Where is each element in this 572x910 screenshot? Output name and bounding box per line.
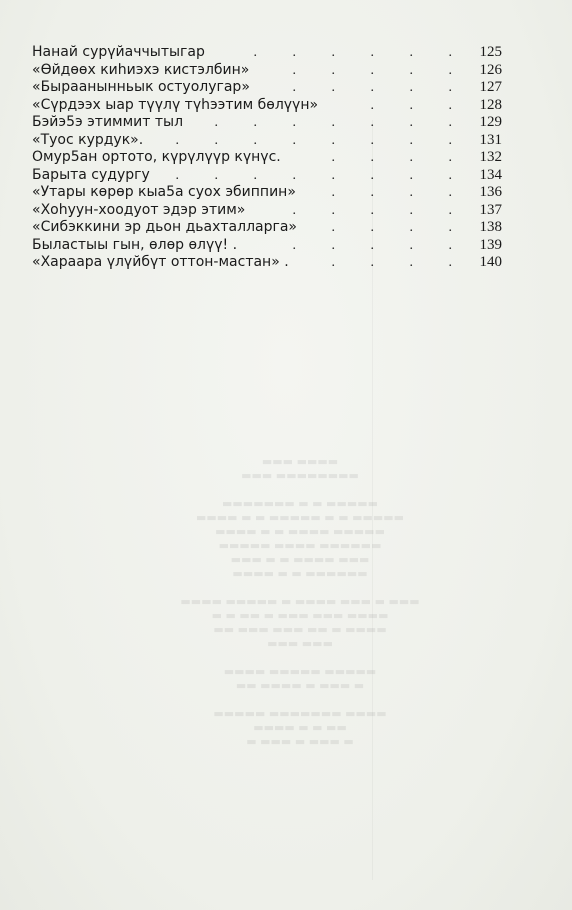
- toc-title: Омур5ан ортото, күрүлүүр күнүс.: [32, 149, 281, 165]
- toc-title: Нанай сурүйаччытыгар: [32, 44, 205, 60]
- leader-dots: . . . . . .: [253, 45, 468, 60]
- toc-title: «Хараара үлүйбүт оттон-мастан» .: [32, 254, 289, 270]
- toc-title: «Быраанынньык остуолугар»: [32, 79, 250, 95]
- leader-dots: . . . .: [331, 255, 468, 270]
- toc-page-number: 125: [479, 44, 502, 60]
- toc-entry: [32, 132, 502, 150]
- toc-title: «Сүрдээх ыар түүлү түһээтим бөлүүн»: [32, 96, 319, 113]
- toc-page-number: 139: [479, 236, 502, 253]
- toc-page-number: 136: [479, 184, 502, 200]
- toc-entry: [32, 237, 502, 255]
- toc-entry: [32, 167, 502, 185]
- toc-page-number: 140: [479, 254, 502, 270]
- leader-dots: . . . . . . . .: [175, 167, 468, 183]
- toc-entry: [32, 114, 502, 132]
- leader-dots: . . . .: [331, 185, 468, 200]
- toc-page-number: 137: [479, 201, 502, 218]
- toc-entry: [32, 184, 502, 202]
- toc-entry: [32, 44, 502, 62]
- toc-entry: [32, 97, 502, 115]
- leader-dots: . . . .: [331, 220, 468, 235]
- toc-page-number: 127: [479, 79, 502, 95]
- leader-dots: . . .: [370, 97, 468, 113]
- toc-page-number: 138: [479, 219, 502, 235]
- leader-dots: . . . . .: [292, 80, 468, 95]
- toc-page-number: 131: [479, 131, 502, 148]
- toc-title: «Сибэккини эр дьон дьахталларга»: [32, 219, 297, 235]
- toc-title: Быластыы гын, өлөр өлүү! .: [32, 236, 238, 253]
- toc-title: «Туос курдук».: [32, 131, 144, 148]
- toc-page-number: 132: [479, 149, 502, 165]
- toc-title: «Өйдөөх киһиэхэ кистэлбин»: [32, 61, 250, 78]
- toc-entry: [32, 254, 502, 272]
- toc-entry: [32, 62, 502, 80]
- leader-dots: . . . .: [331, 150, 468, 165]
- toc-entry: [32, 149, 502, 167]
- toc-page-number: 126: [479, 61, 502, 78]
- toc-page-number: 129: [479, 114, 502, 130]
- toc-entry: [32, 219, 502, 237]
- leader-dots: . . . . .: [292, 202, 468, 218]
- leader-dots: . . . . .: [292, 237, 468, 253]
- toc-title: Бэйэ5э этиммит тыл: [32, 114, 184, 130]
- toc-title: Барыта судургу: [32, 166, 150, 183]
- leader-dots: . . . . . . . .: [175, 132, 468, 148]
- toc-page-number: 134: [479, 166, 502, 183]
- show-through-text: ▬▬▬▬ ▬▬▬ ▬▬▬▬▬▬▬▬ ▬▬▬ ▬▬▬▬▬ ▬ ▬ ▬▬▬▬▬▬▬ ▬▬▬▬▬ ▬ ▬ ▬▬▬▬▬ ▬ ▬ ▬▬▬▬ ▬▬▬▬▬ ▬▬▬▬ ▬ ▬ ▬▬▬▬ ▬▬▬▬▬▬ ▬▬▬▬ ▬▬▬▬▬ ▬▬▬ ▬▬▬▬ ▬ ▬ ▬▬▬ ▬▬▬▬▬▬ ▬ ▬ ▬▬▬▬ ▬▬▬ ▬ ▬▬▬ ▬▬▬▬ ▬ ▬▬▬▬▬ ▬▬▬▬ ▬▬▬▬ ▬▬▬ ▬▬▬ ▬ ▬▬ ▬ ▬ ▬▬▬▬ ▬ ▬▬ ▬▬▬ ▬▬▬ ▬▬ ▬▬▬ ▬▬▬ ▬▬▬▬▬ ▬▬▬▬▬ ▬▬▬▬ ▬ ▬▬▬ ▬ ▬▬▬▬ ▬▬ ▬▬▬▬ ▬▬▬▬▬▬▬ ▬▬▬▬▬ ▬▬ ▬ ▬ ▬▬▬▬ ▬ ▬▬▬ ▬ ▬▬▬ ▬: [180, 455, 420, 748]
- toc-title: «Утары көрөр кыа5а суох эбиппин»: [32, 184, 296, 200]
- toc-entry: [32, 79, 502, 97]
- leader-dots: . . . . .: [292, 62, 468, 78]
- leader-dots: . . . . . . .: [214, 115, 468, 130]
- toc-title: «Хоһуун-хоодуот эдэр этим»: [32, 201, 246, 218]
- toc-page-number: 128: [479, 96, 502, 113]
- table-of-contents: [32, 44, 502, 272]
- toc-entry: [32, 202, 502, 220]
